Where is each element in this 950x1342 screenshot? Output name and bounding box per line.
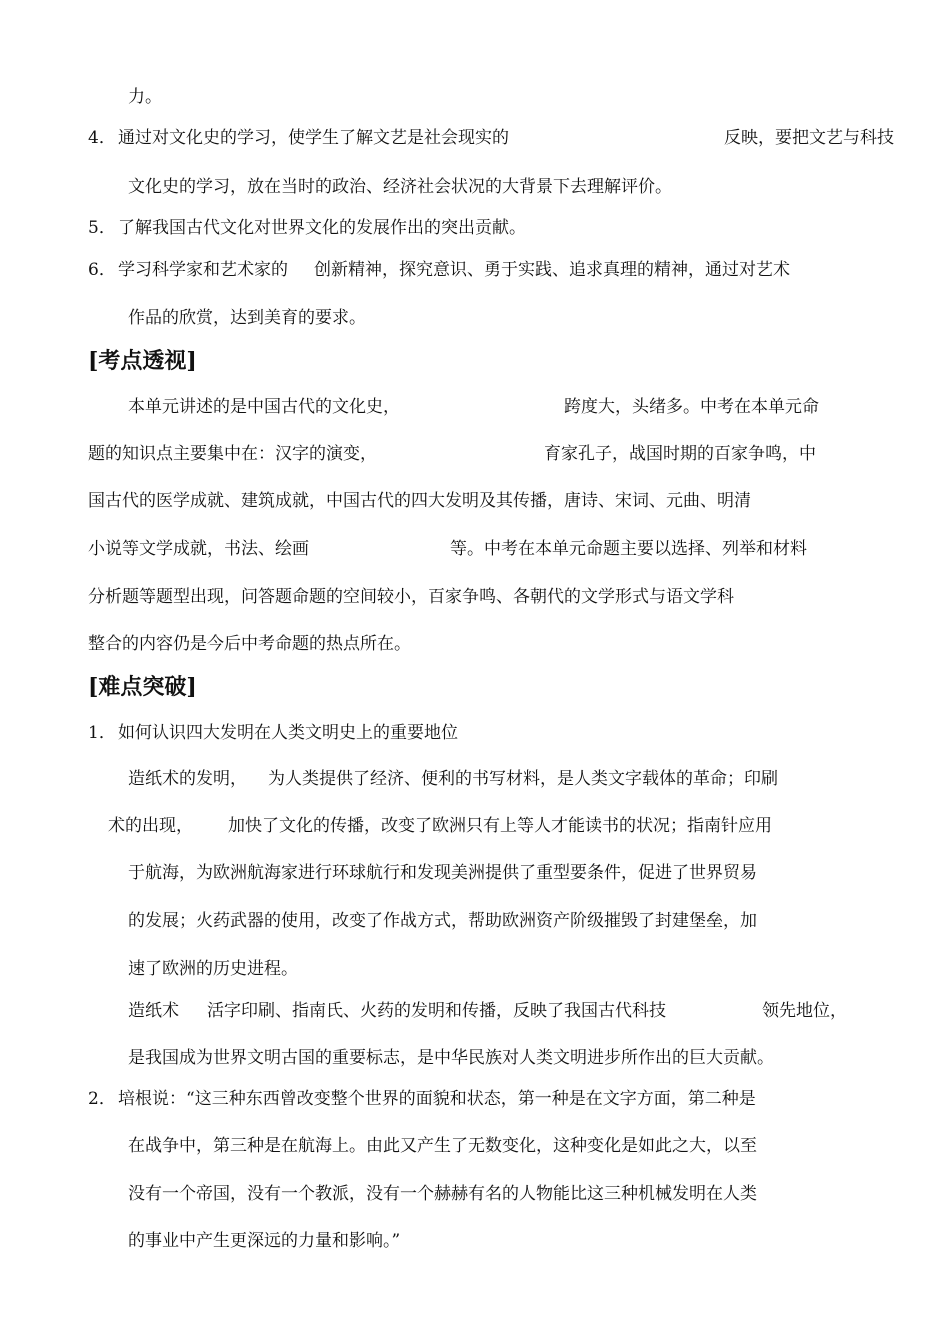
list-number: 2．	[88, 1089, 116, 1109]
list-number: 5．	[88, 218, 116, 238]
text-span: 活字印刷、指南氏、火药的发明和传播，反映了我国古代科技	[207, 1001, 666, 1021]
text-line: 国古代的医学成就、建筑成就，中国古代的四大发明及其传播，唐诗、宋词、元曲、明清	[88, 491, 751, 511]
text-span: 育家孔子，战国时期的百家争鸣，中	[544, 444, 816, 464]
text-span: 创新精神，探究意识、勇于实践、追求真理的精神，通过对艺术	[314, 260, 790, 280]
text-span: 造纸术	[128, 1001, 179, 1021]
text-span: 本单元讲述的是中国古代的文化史，	[128, 397, 400, 417]
text-span: 通过对文化史的学习，使学生了解	[118, 128, 373, 148]
text-line: 力。	[128, 87, 162, 107]
text-line: 是我国成为世界文明古国的重要标志，是中华民族对人类文明进步所作出的巨大贡献。	[128, 1048, 774, 1068]
text-span: 小说等文学成就，书法、绘画	[88, 539, 309, 559]
text-span: 领先地位，	[762, 1001, 847, 1021]
list-number: 6．	[88, 260, 116, 280]
question-1	[88, 722, 458, 744]
text-line: 速了欧洲的历史进程。	[128, 959, 298, 979]
text-line: 于航海，为欧洲航海家进行环球航行和发现美洲提供了重型要条件，促进了世界贸易	[128, 863, 757, 883]
question-2	[88, 1088, 756, 1110]
section-heading-nandian: [难点突破]	[88, 674, 197, 700]
text-line: 的事业中产生更深远的力量和影响。”	[128, 1231, 401, 1251]
list-number: 1．	[88, 723, 116, 743]
text-span: 造纸术的发明，	[128, 769, 247, 789]
section-heading-kaodian: [考点透视]	[88, 348, 197, 374]
text-line: 作品的欣赏，达到美育的要求。	[128, 308, 366, 328]
text-span: 反映，要把文艺与科技	[724, 128, 894, 148]
text-line: 没有一个帝国，没有一个教派，没有一个赫赫有名的人物能比这三种机械发明在人类	[128, 1184, 757, 1204]
text-span: 了解我国古代文化对世界文化的发展作出的突出贡献。	[118, 218, 526, 238]
text-span: 为人类提供了经济、便利的书写材料，是人类文字载体的革命；印刷	[268, 769, 778, 789]
text-span: 培根说：“这三种东西曾改变整个世界的面貌和状态，第一种是在文字方面，第二种是	[118, 1089, 756, 1109]
text-span: 如何认识四大发明在人类文明史上的重要地位	[118, 723, 458, 743]
text-line: 分析题等题型出现，问答题命题的空间较小，百家争鸣、各朝代的文学形式与语文学科	[88, 587, 734, 607]
text-span: 术的出现，	[108, 816, 193, 836]
text-span: 文艺是社会现实的	[373, 128, 509, 148]
text-line: 在战争中，第三种是在航海上。由此又产生了无数变化，这种变化是如此之大，以至	[128, 1136, 757, 1156]
text-span: 学习科学家和艺术家的	[118, 260, 288, 280]
text-span: 等。中考在本单元命题主要以选择、列举和材料	[450, 539, 807, 559]
text-span: 题的知识点主要集中在：汉字的演变，	[88, 444, 377, 464]
text-span: 加快了文化的传播，改变了欧洲只有上等人才能读书的状况；指南针应用	[228, 816, 772, 836]
list-number: 4．	[88, 128, 116, 148]
list-item-5	[88, 217, 526, 239]
list-item-4	[88, 127, 509, 149]
text-span: 跨度大，头绪多。中考在本单元命	[564, 397, 819, 417]
text-line: 的发展；火药武器的使用，改变了作战方式，帮助欧洲资产阶级摧毁了封建堡垒，加	[128, 911, 757, 931]
list-item-6	[88, 259, 288, 281]
text-line: 整合的内容仍是今后中考命题的热点所在。	[88, 634, 411, 654]
text-line: 文化史的学习，放在当时的政治、经济社会状况的大背景下去理解评价。	[128, 177, 672, 197]
